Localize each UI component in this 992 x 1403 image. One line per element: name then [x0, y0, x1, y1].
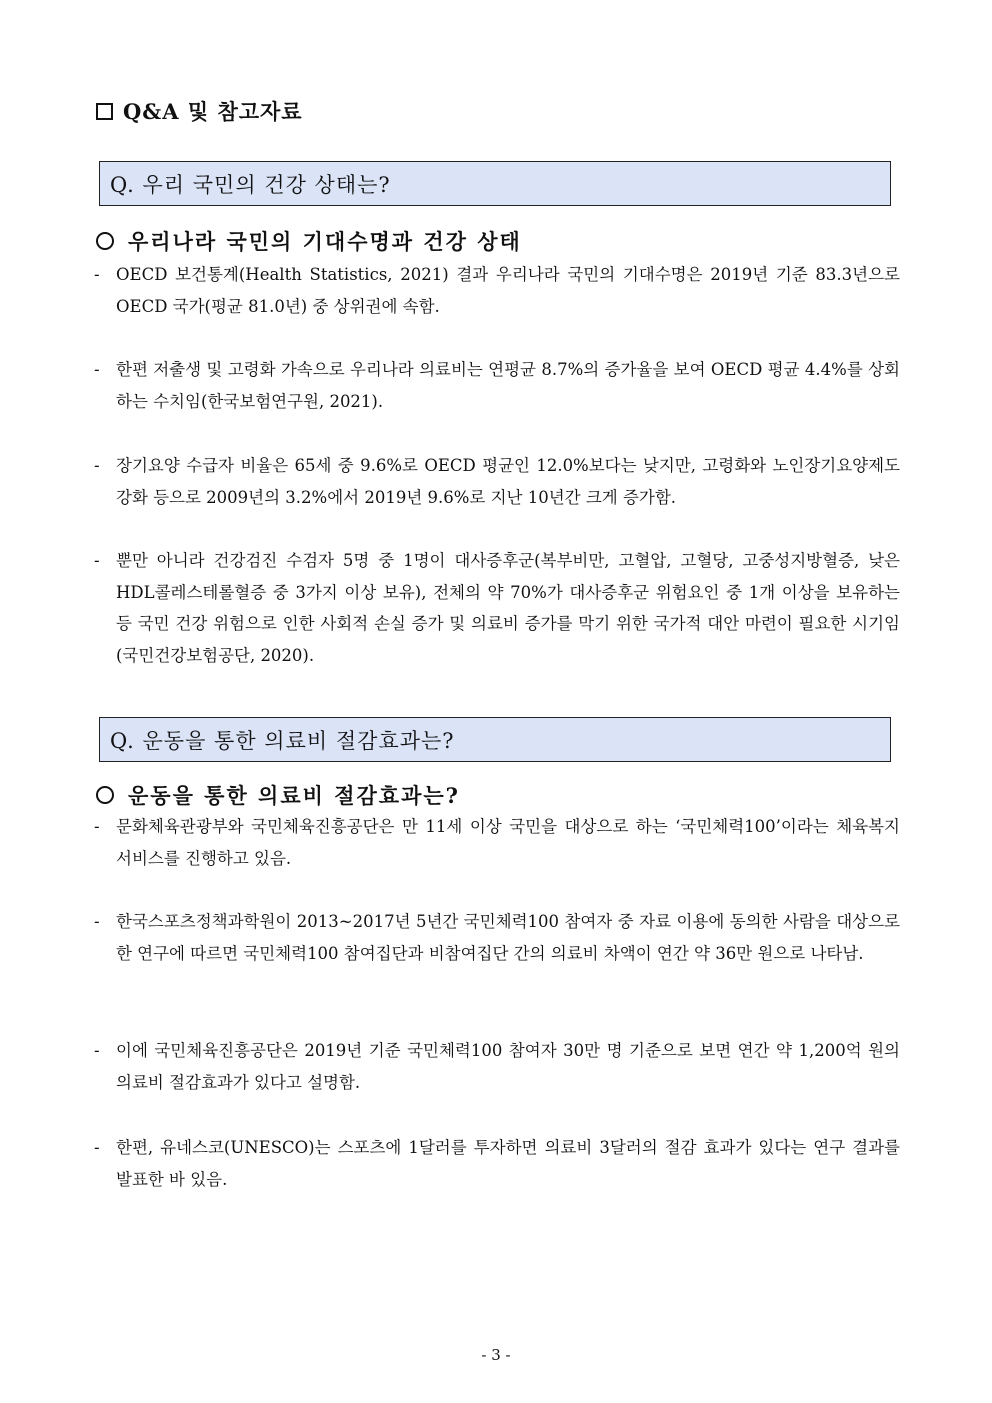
dash-bullet: - — [94, 551, 100, 570]
dash-bullet: - — [94, 265, 100, 284]
dash-bullet: - — [94, 817, 100, 836]
list-item — [94, 1035, 900, 1098]
section-heading — [96, 96, 303, 126]
list-item — [94, 906, 900, 969]
list-item-text: 이에 국민체육진흥공단은 2019년 기준 국민체력100 참여자 30만 명 기준으로 보면 연간 약 1,200억 원의 의료비 절감효과가 있다고 설명함. — [116, 1041, 900, 1092]
dash-bullet: - — [94, 360, 100, 379]
question-text: Q. 우리 국민의 건강 상태는? — [110, 172, 391, 197]
list-item-text: 뿐만 아니라 건강검진 수검자 5명 중 1명이 대사증후군(복부비만, 고혈압, 고혈당, 고중성지방혈증, 낮은 HDL콜레스테롤혈증 중 3가지 이상 보유), 전체의 약 70%가 대사증후군 위험요인 중 1개 이상을 보유하는 등 국민 건강 위험으로 인한 사회적 손실 증가 및 의료비 증가를 막기 위한 국가적 대안 마련이 필요한 시기임(국민건강보험공단, 2020). — [116, 551, 900, 665]
circle-bullet-icon — [96, 232, 114, 250]
list-item-text: 한편 저출생 및 고령화 가속으로 우리나라 의료비는 연평균 8.7%의 증가율을 보여 OECD 평균 4.4%를 상회하는 수치임(한국보험연구원, 2021). — [116, 360, 900, 411]
subheading-text: 우리나라 국민의 기대수명과 건강 상태 — [128, 229, 522, 254]
list-item — [94, 354, 900, 417]
list-item — [94, 259, 900, 322]
dash-bullet: - — [94, 1041, 100, 1060]
list-item — [94, 811, 900, 874]
list-item — [94, 1132, 900, 1195]
question-box-medical-savings — [99, 717, 891, 762]
circle-bullet-icon — [96, 786, 114, 804]
subheading-life-expectancy — [96, 226, 522, 256]
dash-bullet: - — [94, 1138, 100, 1157]
list-item — [94, 450, 900, 513]
subheading-medical-savings — [96, 780, 460, 810]
question-box-health — [99, 161, 891, 206]
list-item-text: 한국스포츠정책과학원이 2013~2017년 5년간 국민체력100 참여자 중 자료 이용에 동의한 사람을 대상으로 한 연구에 따르면 국민체력100 참여집단과 비참여집단 간의 의료비 차액이 연간 약 36만 원으로 나타남. — [116, 912, 900, 963]
question-text: Q. 운동을 통한 의료비 절감효과는? — [110, 728, 455, 753]
list-item — [94, 545, 900, 671]
list-item-text: 한편, 유네스코(UNESCO)는 스포츠에 1달러를 투자하면 의료비 3달러의 절감 효과가 있다는 연구 결과를 발표한 바 있음. — [116, 1138, 900, 1189]
page-number: - 3 - — [481, 1346, 511, 1364]
subheading-text: 운동을 통한 의료비 절감효과는? — [128, 783, 460, 808]
list-item-text: 장기요양 수급자 비율은 65세 중 9.6%로 OECD 평균인 12.0%보다는 낮지만, 고령화와 노인장기요양제도 강화 등으로 2009년의 3.2%에서 2019년 9.6%로 지난 10년간 크게 증가함. — [116, 456, 900, 507]
dash-bullet: - — [94, 456, 100, 475]
section-heading-text: Q&A 및 참고자료 — [123, 99, 303, 124]
empty-square-icon — [96, 103, 113, 120]
list-item-text: 문화체육관광부와 국민체육진흥공단은 만 11세 이상 국민을 대상으로 하는 ‘국민체력100’이라는 체육복지 서비스를 진행하고 있음. — [116, 817, 900, 868]
dash-bullet: - — [94, 912, 100, 931]
list-item-text: OECD 보건통계(Health Statistics, 2021) 결과 우리나라 국민의 기대수명은 2019년 기준 83.3년으로 OECD 국가(평균 81.0년) 중 상위권에 속함. — [116, 265, 900, 316]
